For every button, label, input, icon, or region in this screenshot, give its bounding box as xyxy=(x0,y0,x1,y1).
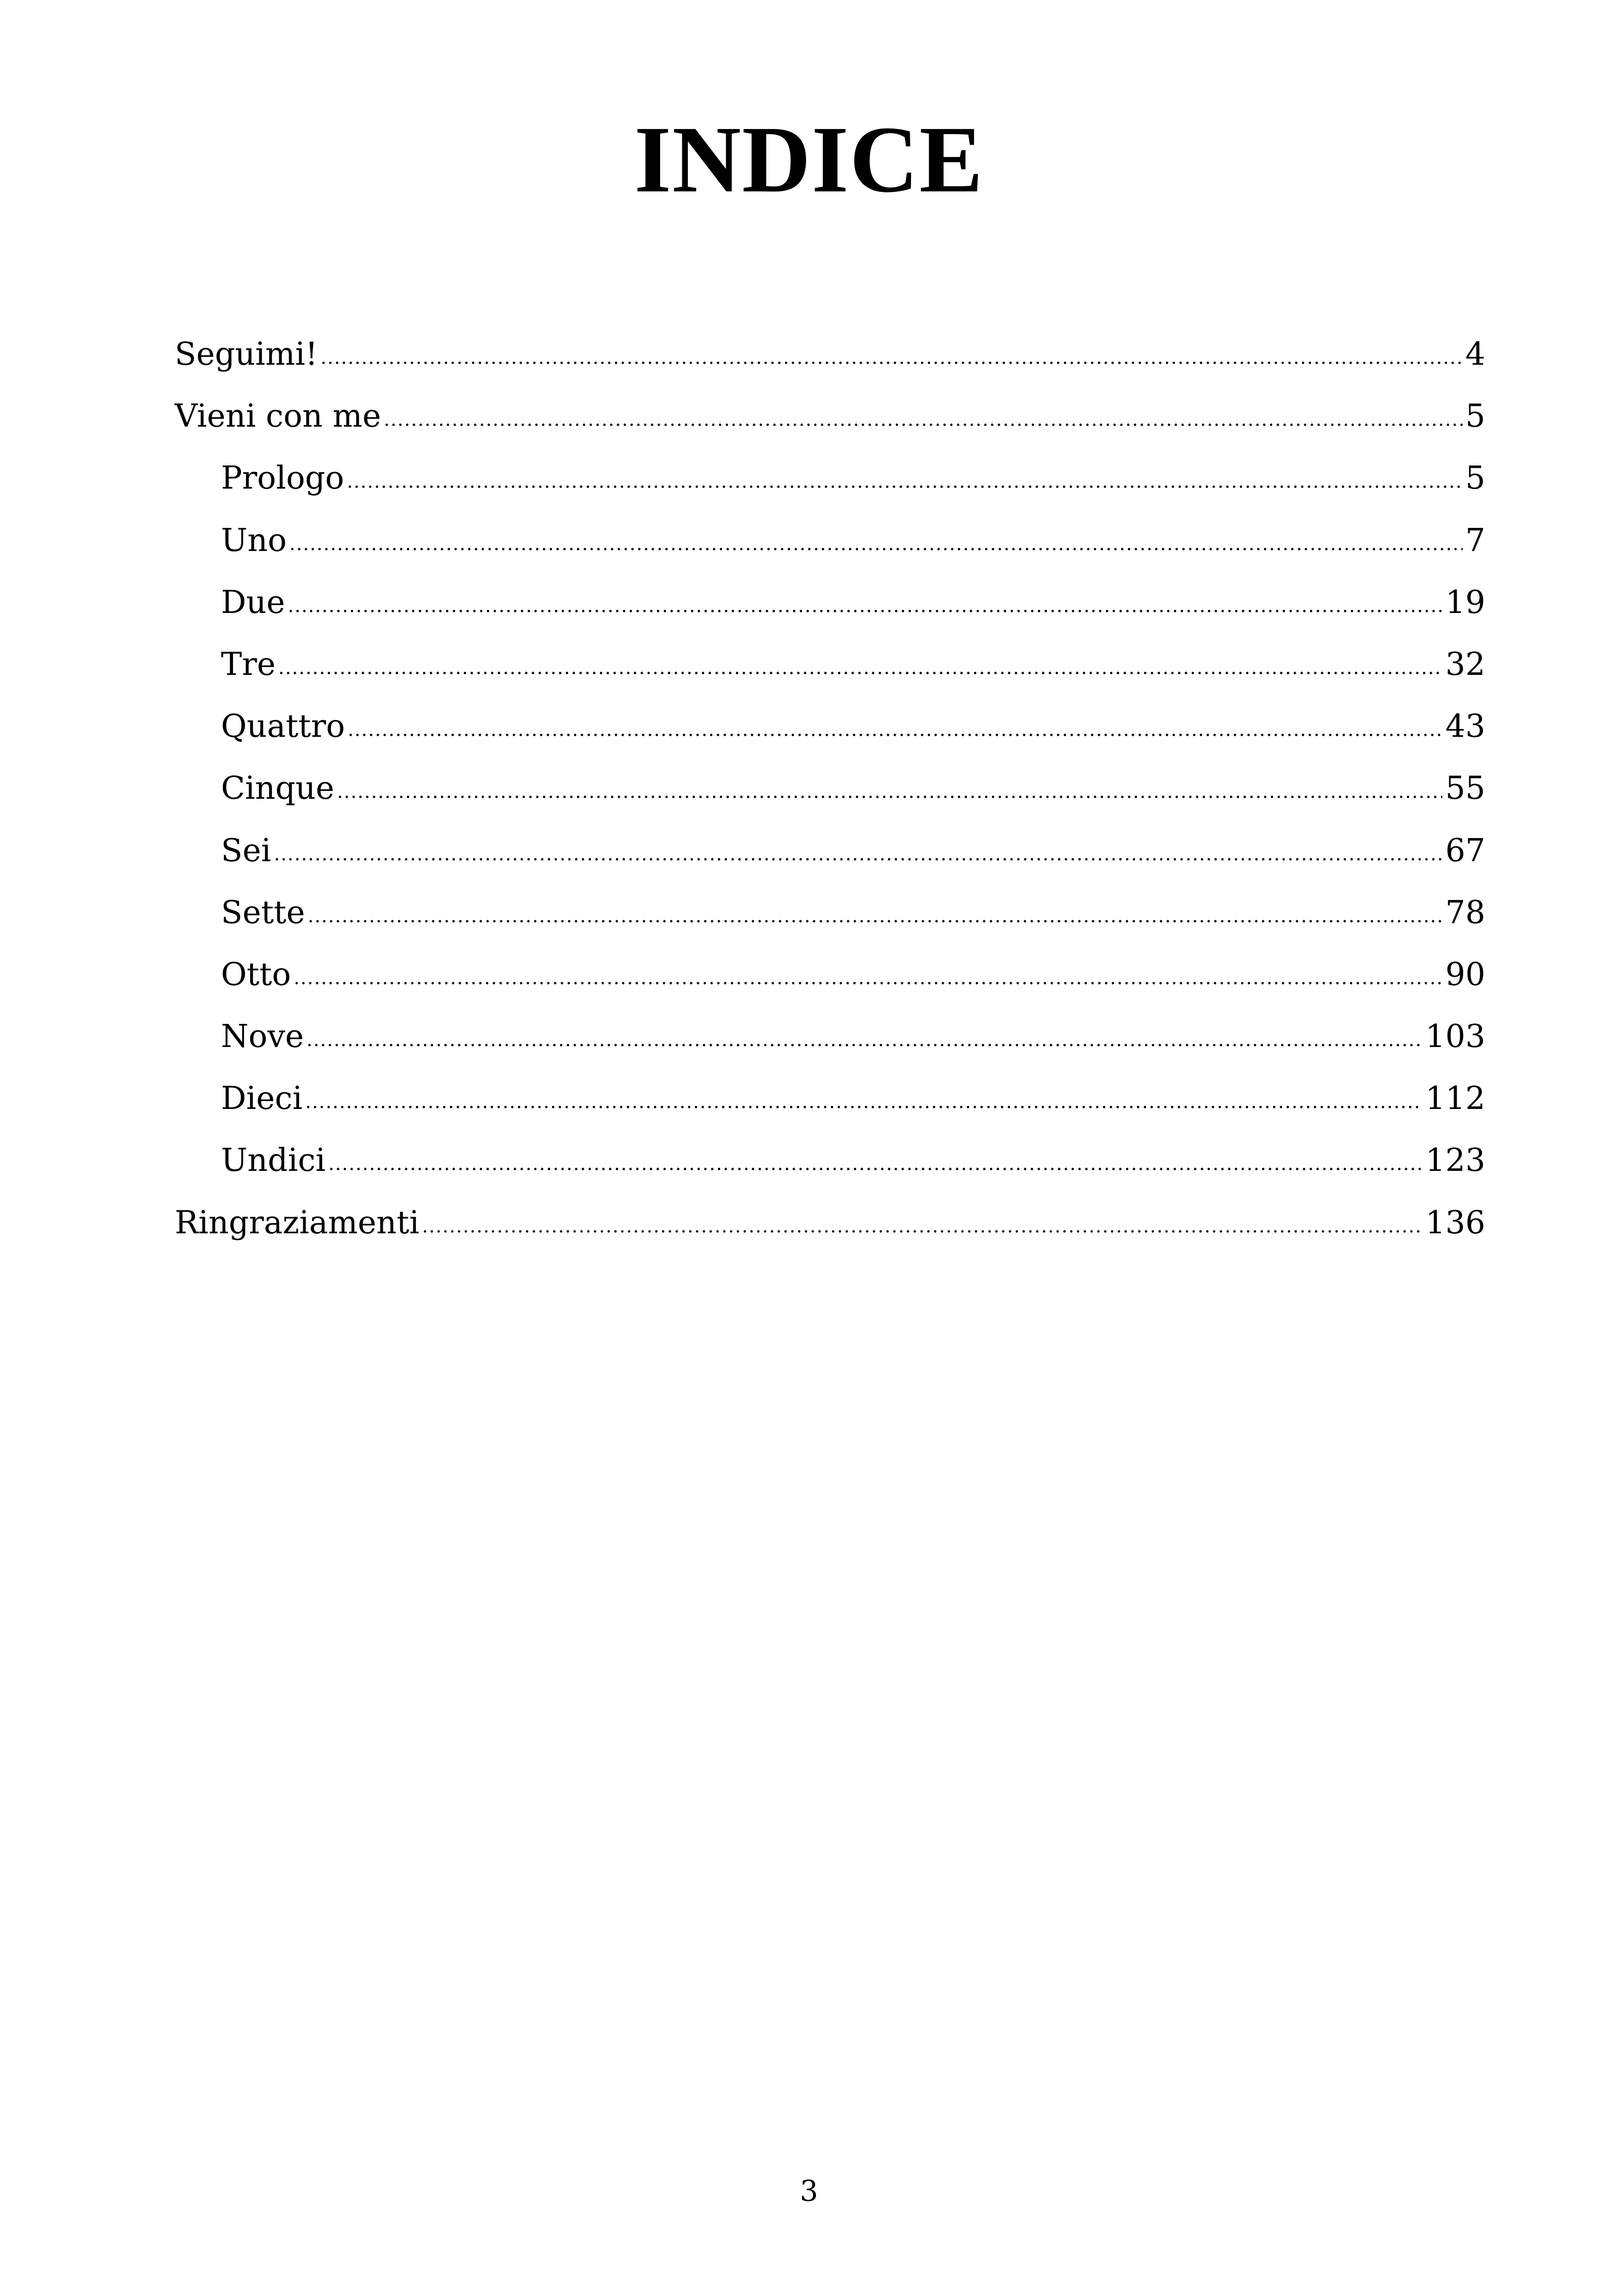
toc-entry-label: Due xyxy=(221,584,285,621)
toc-entry-sei[interactable] xyxy=(175,820,1485,882)
toc-entry-otto[interactable] xyxy=(175,944,1485,1006)
page-number: 3 xyxy=(800,2174,818,2208)
toc-entry-label: Sette xyxy=(221,894,305,931)
toc-entry-tre[interactable] xyxy=(175,634,1485,696)
toc-entry-label: Undici xyxy=(221,1142,326,1179)
table-of-contents xyxy=(175,324,1485,1254)
dot-leader xyxy=(288,597,1443,615)
toc-entry-due[interactable] xyxy=(175,572,1485,634)
dot-leader xyxy=(347,472,1462,491)
toc-entry-label: Uno xyxy=(221,522,287,559)
toc-entry-cinque[interactable] xyxy=(175,758,1485,820)
toc-entry-undici[interactable] xyxy=(175,1130,1485,1192)
toc-entry-page: 19 xyxy=(1445,584,1485,621)
toc-entry-page: 90 xyxy=(1445,956,1485,993)
toc-entry-dieci[interactable] xyxy=(175,1068,1485,1130)
dot-leader xyxy=(274,845,1443,863)
toc-entry-label: Vieni con me xyxy=(175,398,381,435)
toc-entry-uno[interactable] xyxy=(175,510,1485,572)
dot-leader xyxy=(328,1155,1422,1173)
toc-entry-label: Otto xyxy=(221,956,291,993)
toc-entry-label: Tre xyxy=(221,646,276,683)
dot-leader xyxy=(294,969,1442,987)
toc-entry-label: Dieci xyxy=(221,1080,303,1117)
dot-leader xyxy=(348,721,1442,739)
dot-leader xyxy=(289,535,1463,553)
toc-entry-page: 112 xyxy=(1425,1080,1485,1117)
toc-entry-page: 43 xyxy=(1445,708,1485,745)
toc-entry-page: 123 xyxy=(1425,1142,1485,1179)
toc-entry-label: Ringraziamenti xyxy=(175,1204,420,1241)
dot-leader xyxy=(422,1217,1422,1236)
toc-entry-page: 67 xyxy=(1445,832,1485,869)
dot-leader xyxy=(278,659,1442,677)
toc-entry-label: Seguimi! xyxy=(175,336,318,373)
toc-entry-page: 7 xyxy=(1465,522,1485,559)
toc-entry-prologo[interactable] xyxy=(175,447,1485,509)
toc-entry-seguimi[interactable] xyxy=(175,324,1485,386)
toc-entry-page: 4 xyxy=(1465,336,1485,373)
toc-entry-label: Prologo xyxy=(221,460,344,497)
dot-leader xyxy=(384,410,1463,429)
dot-leader xyxy=(337,783,1442,801)
toc-entry-ringraziamenti[interactable] xyxy=(175,1192,1485,1254)
toc-entry-label: Nove xyxy=(221,1018,304,1055)
toc-entry-page: 103 xyxy=(1425,1018,1485,1055)
dot-leader xyxy=(305,1093,1422,1111)
toc-entry-page: 32 xyxy=(1445,646,1485,683)
toc-entry-page: 5 xyxy=(1465,460,1485,497)
toc-entry-label: Quattro xyxy=(221,708,345,745)
toc-entry-vieni-con-me[interactable] xyxy=(175,386,1485,447)
toc-entry-sette[interactable] xyxy=(175,882,1485,944)
toc-entry-page: 136 xyxy=(1425,1204,1485,1241)
toc-entry-label: Sei xyxy=(221,832,271,869)
page-title: INDICE xyxy=(634,106,984,212)
dot-leader xyxy=(320,349,1462,367)
toc-entry-nove[interactable] xyxy=(175,1006,1485,1068)
dot-leader xyxy=(306,1031,1422,1049)
dot-leader xyxy=(308,907,1443,925)
toc-entry-page: 55 xyxy=(1445,770,1485,807)
toc-entry-quattro[interactable] xyxy=(175,696,1485,758)
toc-entry-page: 78 xyxy=(1445,894,1485,931)
toc-entry-page: 5 xyxy=(1465,398,1485,435)
toc-entry-label: Cinque xyxy=(221,770,335,807)
